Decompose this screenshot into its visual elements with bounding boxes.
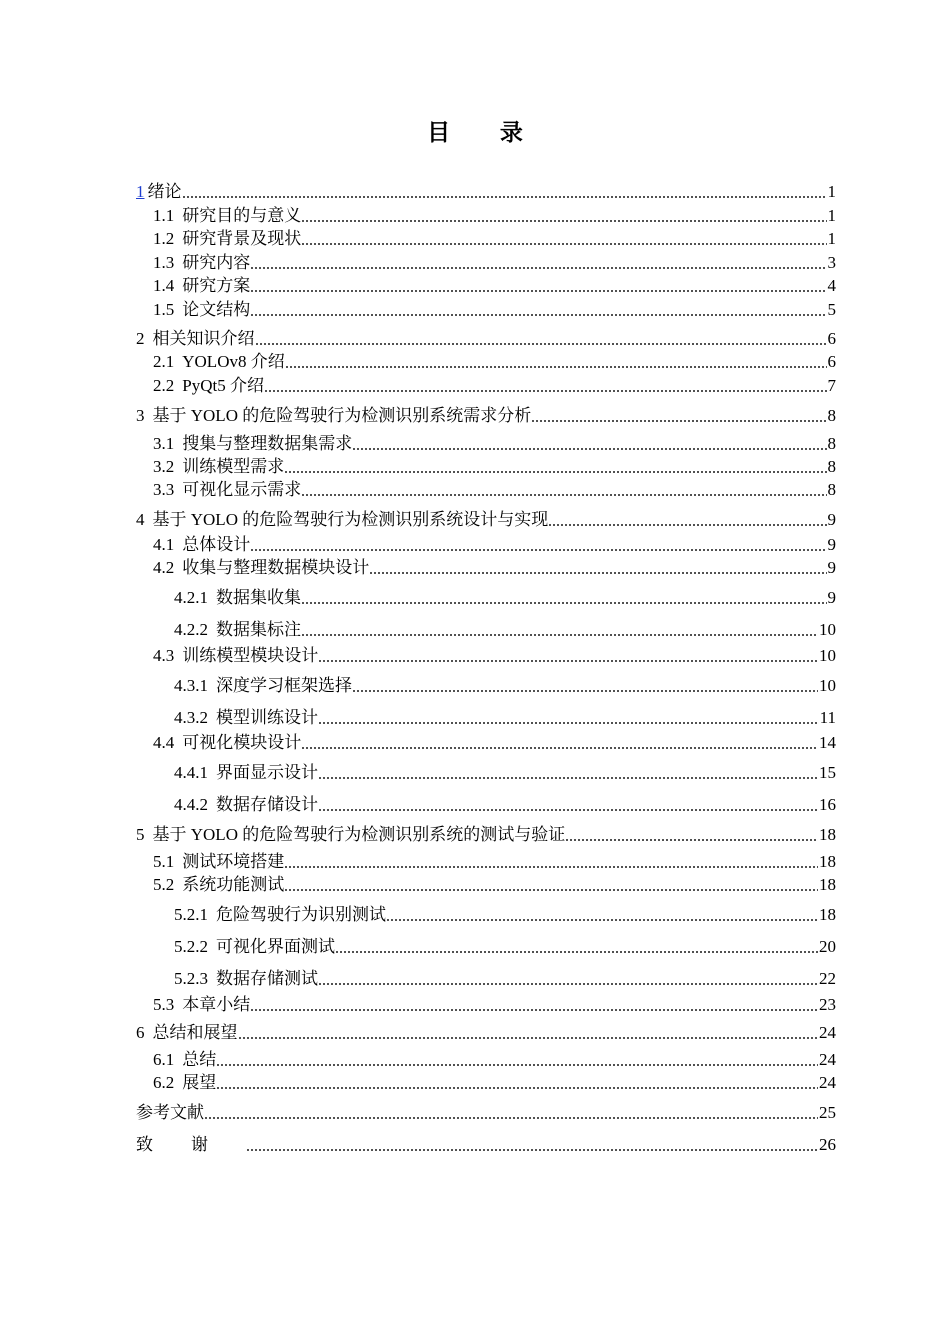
toc-page-number: 1 — [827, 206, 836, 225]
toc-entry-title: 可视化模块设计 — [182, 733, 302, 752]
toc-entry[interactable] — [153, 275, 836, 297]
toc-entry-title: 研究方案 — [182, 276, 251, 295]
toc-entry[interactable] — [136, 1022, 836, 1044]
toc-entry[interactable] — [136, 824, 836, 846]
dot-leader — [352, 446, 826, 451]
toc-entry-number: 2.1 — [153, 352, 175, 371]
dot-leader — [284, 887, 818, 892]
dot-leader — [285, 364, 827, 369]
toc-entry-title: 训练模型模块设计 — [182, 646, 319, 665]
dot-leader — [301, 492, 826, 497]
toc-entry-number: 4.2.2 — [174, 620, 208, 639]
toc-entry-number[interactable]: 1 — [136, 182, 145, 201]
toc-entry-title: 论文结构 — [182, 300, 251, 319]
toc-entry-title: 相关知识介绍 — [152, 329, 255, 348]
toc-entry-title: 数据集收集 — [216, 588, 301, 607]
toc-entry-number: 1.3 — [153, 253, 175, 272]
toc-entry-title: 深度学习框架选择 — [216, 676, 352, 695]
toc-entry-number: 2 — [136, 329, 145, 348]
toc-entry[interactable] — [174, 968, 836, 990]
toc-entry-title: 研究内容 — [182, 253, 251, 272]
dot-leader — [531, 418, 826, 423]
toc-entry-title: 展望 — [182, 1073, 217, 1092]
toc-entry-title: 数据存储测试 — [216, 969, 318, 988]
toc-page-number: 3 — [827, 253, 836, 272]
toc-entry-number: 4.3 — [153, 646, 175, 665]
toc-page-number: 9 — [827, 510, 836, 529]
toc-entry-title: 致谢 — [136, 1135, 246, 1154]
toc-entry[interactable] — [136, 181, 836, 203]
dot-leader — [246, 1147, 818, 1152]
toc-page-number: 23 — [819, 995, 836, 1014]
toc-page-number: 24 — [819, 1050, 836, 1069]
toc-entry[interactable] — [153, 994, 836, 1016]
toc-entry-title: 可视化显示需求 — [182, 480, 302, 499]
dot-leader — [318, 981, 818, 986]
toc-entry-title: 危险驾驶行为识别测试 — [216, 905, 386, 924]
toc-entry[interactable] — [153, 351, 836, 373]
toc-entry[interactable] — [136, 328, 836, 350]
toc-entry-title: 研究背景及现状 — [182, 229, 302, 248]
toc-entry-number: 4 — [136, 510, 145, 529]
toc-entry-title: 系统功能测试 — [182, 875, 285, 894]
toc-entry-number: 4.4.2 — [174, 795, 208, 814]
toc-entry-number: 6.1 — [153, 1050, 175, 1069]
toc-entry[interactable] — [174, 904, 836, 926]
dot-leader — [216, 1085, 818, 1090]
toc-entry[interactable] — [174, 936, 836, 958]
dot-leader — [301, 600, 827, 605]
toc-entry-title: 总结和展望 — [152, 1023, 238, 1042]
toc-page-number: 25 — [819, 1103, 836, 1122]
toc-entry[interactable] — [153, 557, 836, 579]
toc-entry-title: 搜集与整理数据集需求 — [182, 434, 353, 453]
toc-entry-title: PyQt5 介绍 — [182, 376, 264, 395]
toc-entry-title: 基于 YOLO 的危险驾驶行为检测识别系统需求分析 — [152, 406, 532, 425]
dot-leader — [565, 837, 818, 842]
toc-entry[interactable] — [136, 509, 836, 531]
toc-entry-number: 1.5 — [153, 300, 175, 319]
toc-page-number: 8 — [827, 457, 836, 476]
toc-entry[interactable] — [136, 405, 836, 427]
toc-entry[interactable] — [153, 456, 836, 478]
dot-leader — [204, 1115, 818, 1120]
toc-page-number: 20 — [819, 937, 836, 956]
toc-entry[interactable] — [174, 619, 836, 641]
toc-entry-title: 本章小结 — [182, 995, 251, 1014]
toc-entry[interactable] — [174, 587, 836, 609]
toc-page-number: 26 — [819, 1135, 836, 1154]
toc-entry[interactable] — [153, 299, 836, 321]
toc-page-number: 5 — [827, 300, 836, 319]
toc-entry-number: 4.1 — [153, 535, 175, 554]
toc-entry-title: 总体设计 — [182, 535, 251, 554]
toc-page-number: 18 — [819, 905, 836, 924]
dot-leader — [301, 632, 818, 637]
toc-entry-number: 5.2.2 — [174, 937, 208, 956]
toc-page-number: 1 — [827, 182, 836, 201]
dot-leader — [182, 194, 827, 199]
dot-leader — [318, 775, 818, 780]
toc-entry-number: 4.4 — [153, 733, 175, 752]
toc-page-number: 22 — [819, 969, 836, 988]
toc-entry-number: 5 — [136, 825, 145, 844]
dot-leader — [386, 917, 818, 922]
toc-page-number: 8 — [827, 480, 836, 499]
toc-entry[interactable] — [153, 534, 836, 556]
toc-entry-number: 4.3.1 — [174, 676, 208, 695]
dot-leader — [250, 312, 826, 317]
toc-page-number: 10 — [819, 620, 836, 639]
toc-page-number: 11 — [819, 708, 836, 727]
toc-entry-number: 4.2.1 — [174, 588, 208, 607]
toc-entry[interactable] — [136, 1134, 836, 1156]
toc-entry-number: 5.1 — [153, 852, 175, 871]
toc-entry-number: 2.2 — [153, 376, 175, 395]
dot-leader — [318, 658, 818, 663]
toc-entry-title: 研究目的与意义 — [182, 206, 302, 225]
toc-entry[interactable] — [153, 252, 836, 274]
toc-entry[interactable] — [174, 762, 836, 784]
toc-entry-title: 收集与整理数据模块设计 — [182, 558, 370, 577]
toc-entry-number: 5.2.1 — [174, 905, 208, 924]
toc-page-number: 9 — [827, 535, 836, 554]
toc-page-number: 18 — [819, 852, 836, 871]
toc-page-number: 6 — [827, 352, 836, 371]
toc-entry-title: 总结 — [182, 1050, 217, 1069]
toc-entry-number: 1.1 — [153, 206, 175, 225]
toc-entry[interactable] — [153, 732, 836, 754]
toc-page-number: 14 — [819, 733, 836, 752]
toc-entry[interactable] — [153, 851, 836, 873]
dot-leader — [335, 949, 818, 954]
toc-entry-number: 1.2 — [153, 229, 175, 248]
toc-page-number: 10 — [819, 676, 836, 695]
toc-entry-title: 测试环境搭建 — [182, 852, 285, 871]
toc-entry-title: 绪论 — [147, 182, 182, 201]
toc-title: 目 录 — [427, 120, 545, 145]
toc-entry[interactable] — [153, 375, 836, 397]
toc-entry-title: 数据集标注 — [216, 620, 301, 639]
toc-entry-number: 3.1 — [153, 434, 175, 453]
dot-leader — [250, 265, 826, 270]
dot-leader — [301, 745, 818, 750]
dot-leader — [548, 522, 826, 527]
toc-entry-number: 5.3 — [153, 995, 175, 1014]
toc-entry[interactable] — [136, 1102, 836, 1124]
toc-entry-title: 模型训练设计 — [216, 708, 318, 727]
toc-entry-title: 界面显示设计 — [216, 763, 318, 782]
dot-leader — [255, 341, 827, 346]
dot-leader — [318, 807, 818, 812]
dot-leader — [216, 1062, 818, 1067]
toc-entry-number: 4.3.2 — [174, 708, 208, 727]
toc-entry[interactable] — [174, 707, 836, 729]
toc-entry-title: 可视化界面测试 — [216, 937, 335, 956]
toc-entry[interactable] — [153, 874, 836, 896]
toc-entry-number: 6 — [136, 1023, 145, 1042]
dot-leader — [301, 218, 826, 223]
toc-entry[interactable] — [153, 1049, 836, 1071]
toc-entry-number: 3.3 — [153, 480, 175, 499]
toc-entry-number: 1.4 — [153, 276, 175, 295]
toc-entry[interactable] — [153, 228, 836, 250]
dot-leader — [369, 570, 826, 575]
toc-page-number: 10 — [819, 646, 836, 665]
dot-leader — [352, 688, 818, 693]
dot-leader — [238, 1035, 819, 1040]
toc-entry[interactable] — [153, 479, 836, 501]
toc-page-number: 24 — [819, 1023, 836, 1042]
toc-entry-number: 6.2 — [153, 1073, 175, 1092]
toc-entry-number: 4.2 — [153, 558, 175, 577]
toc-page-number: 8 — [827, 406, 836, 425]
toc-entry[interactable] — [174, 794, 836, 816]
toc-page-number: 7 — [827, 376, 836, 395]
toc-page-number: 18 — [819, 875, 836, 894]
toc-page-number: 9 — [827, 558, 836, 577]
dot-leader — [250, 547, 826, 552]
toc-page-number: 9 — [827, 588, 836, 607]
toc-page-number: 15 — [819, 763, 836, 782]
toc-entry-number: 4.4.1 — [174, 763, 208, 782]
toc-page-number: 1 — [827, 229, 836, 248]
toc-entry[interactable] — [153, 433, 836, 455]
toc-page-number: 24 — [819, 1073, 836, 1092]
dot-leader — [250, 1007, 818, 1012]
toc-entry-number: 3.2 — [153, 457, 175, 476]
toc-entry[interactable] — [174, 675, 836, 697]
dot-leader — [284, 864, 818, 869]
toc-entry-number: 5.2.3 — [174, 969, 208, 988]
toc-entry[interactable] — [153, 205, 836, 227]
toc-page-number: 8 — [827, 434, 836, 453]
dot-leader — [318, 720, 819, 725]
toc-page-number: 16 — [819, 795, 836, 814]
toc-entry-title: 训练模型需求 — [182, 457, 285, 476]
toc-entry-title: YOLOv8 介绍 — [182, 352, 285, 371]
toc-page-number: 6 — [827, 329, 836, 348]
toc-entry-number: 5.2 — [153, 875, 175, 894]
toc-entry-title: 参考文献 — [136, 1103, 204, 1122]
toc-entry-title: 数据存储设计 — [216, 795, 318, 814]
dot-leader — [264, 388, 827, 393]
toc-page-number: 4 — [827, 276, 836, 295]
dot-leader — [284, 469, 826, 474]
toc-entry[interactable] — [153, 645, 836, 667]
dot-leader — [250, 288, 826, 293]
toc-entry-title: 基于 YOLO 的危险驾驶行为检测识别系统的测试与验证 — [152, 825, 566, 844]
dot-leader — [301, 241, 826, 246]
toc-entry-number: 3 — [136, 406, 145, 425]
toc-entry[interactable] — [153, 1072, 836, 1094]
toc-entry-title: 基于 YOLO 的危险驾驶行为检测识别系统设计与实现 — [152, 510, 549, 529]
toc-page-number: 18 — [819, 825, 836, 844]
